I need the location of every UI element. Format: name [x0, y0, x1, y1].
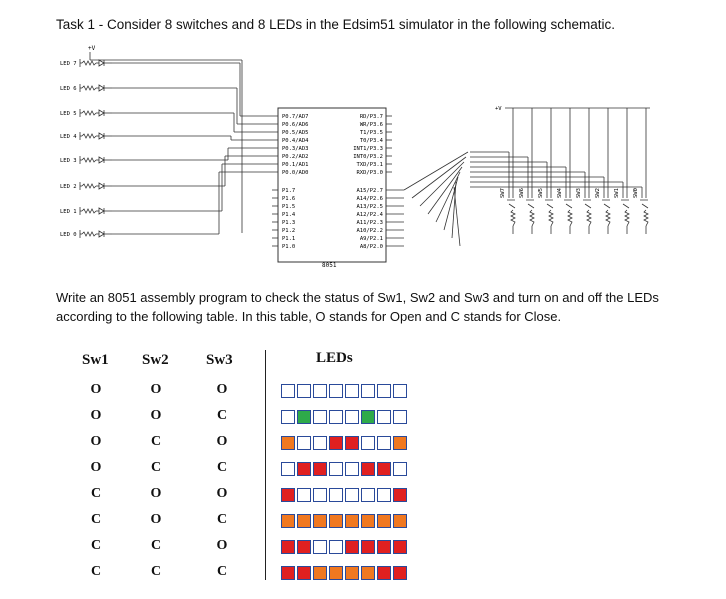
led-diode-symbol: [99, 133, 104, 139]
pin-label-port3: INT0/P3.2: [353, 154, 383, 160]
switch-state-cell: C: [216, 512, 228, 527]
resistor: [82, 158, 96, 162]
led-label: LED 4: [60, 134, 77, 140]
pin-label-port0: P0.2/AD2: [282, 154, 309, 160]
led-indicator: [297, 410, 311, 424]
switch-state-cell: C: [90, 564, 102, 579]
led-indicator: [361, 410, 375, 424]
led-indicator: [377, 462, 391, 476]
led-indicator: [345, 436, 359, 450]
led-indicator: [393, 540, 407, 554]
led-pattern-row: [281, 436, 409, 450]
pin-label-port3: T1/P3.5: [359, 130, 383, 136]
led-label: LED 5: [60, 111, 77, 117]
wire: [454, 187, 460, 246]
pin-label-port0: P0.4/AD4: [282, 138, 309, 144]
led-indicator: [329, 436, 343, 450]
led-indicator: [345, 410, 359, 424]
led-label: LED 6: [60, 86, 77, 92]
led-indicator: [361, 488, 375, 502]
switch-state-cell: O: [90, 408, 102, 423]
led-indicator: [361, 566, 375, 580]
resistor: [568, 210, 572, 226]
switch-state-cell: C: [150, 460, 162, 475]
resistor: [587, 210, 591, 226]
switch-label: SW4: [557, 188, 563, 198]
led-indicator: [281, 566, 295, 580]
switch-label: SW1: [614, 188, 620, 198]
supply-label-switches: +V: [495, 106, 502, 112]
led-indicator: [297, 540, 311, 554]
resistor: [82, 86, 96, 90]
resistor: [606, 210, 610, 226]
resistor: [644, 210, 648, 226]
switch-label: SW0: [633, 188, 639, 198]
switch-state-cell: C: [90, 512, 102, 527]
led-indicator: [377, 566, 391, 580]
led-diode-symbol: [99, 157, 104, 163]
led-indicator: [377, 488, 391, 502]
led-label: LED 0: [60, 232, 77, 238]
pin-label-port2: A13/P2.5: [356, 204, 383, 210]
led-indicator: [329, 384, 343, 398]
led-indicator: [377, 436, 391, 450]
led-diode-symbol: [99, 231, 104, 237]
led-indicator: [361, 514, 375, 528]
led-indicator: [393, 384, 407, 398]
led-indicator: [313, 566, 327, 580]
switch-state-cell: C: [150, 538, 162, 553]
supply-label: +V: [88, 45, 96, 52]
switch-state-cell: O: [150, 408, 162, 423]
pin-label-port2: A8/P2.0: [359, 244, 383, 250]
led-indicator: [297, 436, 311, 450]
led-indicator: [281, 488, 295, 502]
pin-label-port0: P0.6/AD6: [282, 122, 309, 128]
pin-label-port3: INT1/P3.3: [353, 146, 383, 152]
wire: [420, 162, 464, 206]
resistor: [511, 210, 515, 226]
led-label: LED 3: [60, 158, 77, 164]
led-indicator: [345, 488, 359, 502]
resistor: [530, 210, 534, 226]
led-indicator: [329, 540, 343, 554]
task-description: Write an 8051 assembly program to check the status of Sw1, Sw2 and Sw3 and turn on and off the LEDs according to the following table. In this table, O stands for Open and C stands for Close.: [56, 290, 659, 324]
switch-label: SW7: [500, 188, 506, 198]
switch-state-cell: C: [90, 486, 102, 501]
led-pattern-row: [281, 410, 409, 424]
led-indicator: [393, 566, 407, 580]
pin-label-port0: P0.7/AD7: [282, 114, 309, 120]
led-indicator: [313, 540, 327, 554]
header-sw2: Sw2: [142, 352, 169, 368]
led-indicator: [313, 488, 327, 502]
led-indicator: [297, 566, 311, 580]
pin-label-port1: P1.0: [282, 244, 296, 250]
pin-label-port2: A10/P2.2: [356, 228, 383, 234]
led-indicator: [361, 540, 375, 554]
led-indicator: [313, 514, 327, 528]
switch-label: SW5: [538, 188, 544, 198]
resistor: [625, 210, 629, 226]
resistor: [82, 134, 96, 138]
led-indicator: [345, 384, 359, 398]
led-label: LED 1: [60, 209, 77, 215]
switch-symbol: [526, 200, 534, 208]
pin-label-port0: P0.5/AD5: [282, 130, 309, 136]
switch-state-cell: O: [150, 486, 162, 501]
led-indicator: [377, 384, 391, 398]
header-sw3: Sw3: [206, 352, 233, 368]
led-indicator: [393, 436, 407, 450]
task-title: Task 1 - Consider 8 switches and 8 LEDs in the Edsim51 simulator in the following schematic.: [56, 17, 616, 32]
switch-symbol: [602, 200, 610, 208]
edsim51-schematic: [0, 38, 726, 278]
switch-symbol: [564, 200, 572, 208]
led-indicator: [329, 566, 343, 580]
led-label: LED 7: [60, 61, 77, 67]
led-indicator: [345, 566, 359, 580]
switch-state-cell: O: [150, 382, 162, 397]
switch-state-cell: O: [90, 382, 102, 397]
pin-label-port2: A9/P2.1: [359, 236, 383, 242]
switch-state-cell: O: [90, 460, 102, 475]
led-indicator: [281, 384, 295, 398]
switch-symbol: [545, 200, 553, 208]
switch-state-cell: O: [216, 538, 228, 553]
led-indicator: [297, 462, 311, 476]
led-pattern-row: [281, 462, 409, 476]
led-indicator: [297, 514, 311, 528]
pin-label-port1: P1.5: [282, 204, 296, 210]
led-indicator: [345, 514, 359, 528]
pin-label-port1: P1.7: [282, 188, 296, 194]
led-indicator: [281, 540, 295, 554]
switch-state-cell: O: [150, 512, 162, 527]
led-pattern-row: [281, 514, 409, 528]
led-indicator: [329, 488, 343, 502]
switch-state-cell: C: [150, 564, 162, 579]
pin-label-port2: A15/P2.7: [356, 188, 383, 194]
switch-symbol: [507, 200, 515, 208]
led-indicator: [345, 540, 359, 554]
led-indicator: [377, 514, 391, 528]
led-indicator: [393, 488, 407, 502]
led-indicator: [361, 436, 375, 450]
pin-label-port3: RXD/P3.0: [356, 170, 383, 176]
led-indicator: [393, 514, 407, 528]
pin-label-port2: A12/P2.4: [356, 212, 383, 218]
pin-label-port0: P0.1/AD1: [282, 162, 309, 168]
led-indicator: [281, 436, 295, 450]
resistor: [549, 210, 553, 226]
pin-label-port3: RD/P3.7: [359, 114, 383, 120]
led-label: LED 2: [60, 184, 77, 190]
led-pattern-row: [281, 566, 409, 580]
led-indicator: [281, 514, 295, 528]
header-sw1: Sw1: [82, 352, 109, 368]
switch-symbol: [621, 200, 629, 208]
switch-state-cell: C: [90, 538, 102, 553]
led-indicator: [361, 462, 375, 476]
led-indicator: [329, 410, 343, 424]
pin-label-port1: P1.6: [282, 196, 296, 202]
pin-label-port2: A11/P2.3: [356, 220, 383, 226]
switch-symbol: [583, 200, 591, 208]
led-indicator: [393, 410, 407, 424]
switch-state-cell: C: [216, 460, 228, 475]
led-indicator: [329, 514, 343, 528]
switch-state-cell: C: [150, 434, 162, 449]
pin-label-port1: P1.4: [282, 212, 296, 218]
switch-label: SW2: [595, 188, 601, 198]
led-indicator: [361, 384, 375, 398]
led-indicator: [313, 410, 327, 424]
led-diode-symbol: [99, 110, 104, 116]
switch-state-cell: O: [90, 434, 102, 449]
led-pattern-row: [281, 384, 409, 398]
resistor: [82, 61, 96, 65]
resistor: [82, 209, 96, 213]
pin-label-port3: T0/P3.4: [359, 138, 383, 144]
led-pattern-row: [281, 488, 409, 502]
led-indicator: [313, 462, 327, 476]
led-diode-symbol: [99, 85, 104, 91]
switch-label: SW3: [576, 188, 582, 198]
pin-label-port1: P1.2: [282, 228, 296, 234]
resistor: [82, 111, 96, 115]
pin-label-port3: WR/P3.6: [359, 122, 383, 128]
pin-label-port0: P0.0/AD0: [282, 170, 309, 176]
pin-label-port0: P0.3/AD3: [282, 146, 309, 152]
led-diode-symbol: [99, 208, 104, 214]
header-leds: LEDs: [316, 350, 353, 366]
led-indicator: [313, 384, 327, 398]
switch-state-cell: C: [216, 564, 228, 579]
wire: [404, 152, 468, 190]
led-indicator: [281, 410, 295, 424]
led-pattern-row: [281, 540, 409, 554]
table-divider: [265, 350, 266, 580]
resistor: [82, 184, 96, 188]
chip-label: 8051: [322, 262, 337, 269]
switch-state-cell: O: [216, 486, 228, 501]
switch-state-cell: O: [216, 382, 228, 397]
led-indicator: [377, 540, 391, 554]
led-indicator: [281, 462, 295, 476]
led-indicator: [345, 462, 359, 476]
switch-state-cell: C: [216, 408, 228, 423]
switch-symbol: [640, 200, 648, 208]
switch-state-cell: O: [216, 434, 228, 449]
led-diode-symbol: [99, 60, 104, 66]
pin-label-port1: P1.1: [282, 236, 296, 242]
switch-label: SW6: [519, 188, 525, 198]
led-indicator: [313, 436, 327, 450]
pin-label-port2: A14/P2.6: [356, 196, 383, 202]
led-indicator: [393, 462, 407, 476]
wire: [428, 167, 462, 214]
pin-label-port3: TXD/P3.1: [356, 162, 383, 168]
led-indicator: [329, 462, 343, 476]
led-indicator: [297, 384, 311, 398]
pin-label-port1: P1.3: [282, 220, 296, 226]
led-indicator: [377, 410, 391, 424]
resistor: [82, 232, 96, 236]
led-indicator: [297, 488, 311, 502]
led-diode-symbol: [99, 183, 104, 189]
